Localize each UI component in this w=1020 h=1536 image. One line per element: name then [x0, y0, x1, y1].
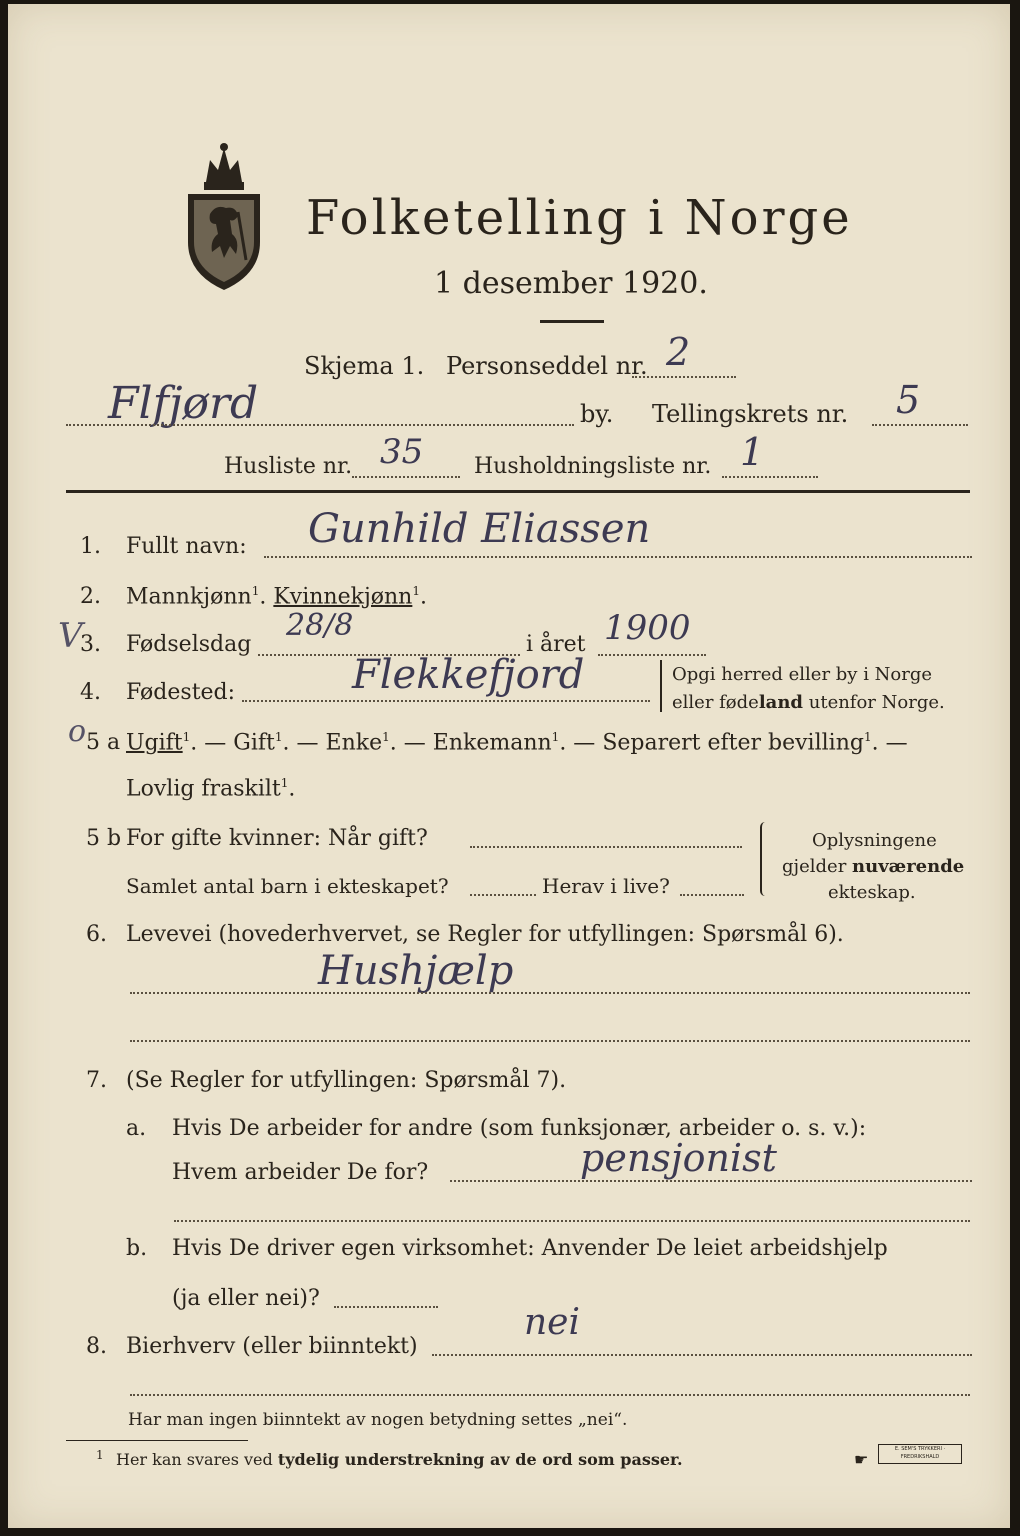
children-count-label: Samlet antal barn i ekteskapet?: [126, 874, 449, 898]
q5a-number: 5 a: [86, 730, 121, 755]
footnote-number: 1: [96, 1448, 104, 1462]
children-alive-label: Herav i live?: [542, 874, 670, 898]
birthday-label: Fødselsdag: [126, 632, 252, 657]
page-title: Folketelling i Norge: [306, 190, 853, 246]
side-income-value[interactable]: nei: [524, 1302, 581, 1343]
marriage-note-3: ekteskap.: [828, 882, 916, 903]
section-divider: [66, 490, 970, 493]
q7b-letter: b.: [126, 1236, 148, 1261]
occupation-value[interactable]: Hushjælp: [318, 948, 514, 994]
birthplace-note-2: eller fødeland utenfor Norge.: [672, 692, 945, 713]
personseddel-value[interactable]: 2: [666, 330, 691, 374]
footnote-text: Her kan svares ved tydelig understrekning av de ord som passer.: [116, 1450, 683, 1469]
tellingskrets-label: Tellingskrets nr.: [652, 400, 849, 428]
option-separert[interactable]: Separert efter bevilling: [602, 730, 864, 756]
norwegian-coat-of-arms-icon: [180, 142, 268, 292]
q7a-text: Hvis De arbeider for andre (som funksjonær, arbeider o. s. v.):: [172, 1116, 867, 1141]
q7b-text: Hvis De driver egen virksomhet: Anvender De leiet arbeidshjelp: [172, 1236, 888, 1261]
birthplace-value[interactable]: Flekkefjord: [352, 652, 585, 698]
married-when-label: For gifte kvinner: Når gift?: [126, 826, 428, 851]
marital-status-options: Ugift$^1$. — Gift$^1$. — Enke$^1$. — Enkemann$^1$. — Separert efter bevilling$^1$. —: [126, 730, 908, 756]
birthplace-note-1: Opgi herred eller by i Norge: [672, 664, 933, 685]
option-ugift[interactable]: Ugift: [126, 730, 183, 756]
option-kvinnekjonn[interactable]: Kvinnekjønn: [273, 584, 413, 610]
title-divider: [540, 320, 604, 323]
year-label: i året: [526, 632, 586, 657]
marriage-note-1: Oplysningene: [812, 830, 937, 851]
printer-stamp: E. SEM'S TRYKKERI · FREDRIKSHALD: [878, 1444, 962, 1464]
option-gift[interactable]: Gift: [233, 730, 275, 756]
q4-number: 4.: [80, 680, 101, 705]
q5b-number: 5 b: [86, 826, 122, 851]
q7a-letter: a.: [126, 1116, 147, 1141]
tellingskrets-value[interactable]: 5: [896, 378, 921, 422]
option-enkemann[interactable]: Enkemann: [432, 730, 552, 756]
husliste-label: Husliste nr.: [224, 454, 353, 479]
q3-number: 3.: [80, 632, 101, 657]
pointing-hand-icon: ☛: [854, 1450, 869, 1469]
q1-number: 1.: [80, 534, 101, 559]
q6-number: 6.: [86, 922, 107, 947]
census-date: 1 desember 1920.: [434, 266, 708, 301]
option-fraskilt-row: Lovlig fraskilt$^1$.: [126, 776, 296, 802]
option-mannkjonn[interactable]: Mannkjønn: [126, 584, 252, 610]
marriage-note-2: gjelder nuværende: [782, 856, 965, 877]
husholdning-label: Husholdningsliste nr.: [474, 454, 712, 479]
q7-label: (Se Regler for utfyllingen: Spørsmål 7).: [126, 1068, 567, 1093]
sex-options: Mannkjønn$^1$. Kvinnekjønn$^1$.: [126, 584, 427, 610]
full-name-label: Fullt navn:: [126, 534, 247, 559]
occupation-label: Levevei (hovederhvervet, se Regler for utfyllingen: Spørsmål 6).: [126, 922, 844, 947]
birth-year-value[interactable]: 1900: [604, 608, 691, 648]
full-name-value[interactable]: Gunhild Eliassen: [308, 506, 651, 552]
personseddel-label: Personseddel nr.: [446, 352, 648, 380]
side-income-label: Bierhverv (eller biinntekt): [126, 1334, 418, 1359]
footer-note: Har man ingen biinntekt av nogen betydning settes „nei“.: [128, 1410, 628, 1430]
employer-label: Hvem arbeider De for?: [172, 1160, 429, 1185]
option-enke[interactable]: Enke: [325, 730, 383, 756]
q7-number: 7.: [86, 1068, 107, 1093]
by-label: by.: [580, 400, 614, 428]
q8-number: 8.: [86, 1334, 107, 1359]
employer-value[interactable]: pensjonist: [580, 1136, 777, 1180]
place-value[interactable]: Flfjørd: [108, 378, 259, 429]
birthday-value[interactable]: 28/8: [286, 608, 354, 643]
husholdning-value[interactable]: 1: [740, 430, 765, 474]
husliste-value[interactable]: 35: [380, 432, 424, 472]
skjema-label: Skjema 1.: [304, 352, 425, 380]
birthplace-label: Fødested:: [126, 680, 236, 705]
q7b-question: (ja eller nei)?: [172, 1286, 320, 1311]
option-fraskilt[interactable]: Lovlig fraskilt: [126, 776, 281, 802]
census-form: Folketelling i Norge 1 desember 1920. Skjema 1. Personseddel nr. 2 Flfjørd by. Tellingskrets nr. 5 Husliste nr. 35 Husholdningsliste nr. 1 1. Fullt navn: Gunhild Eliassen 2. Mannkjønn$^1$. Kvinnekjønn$^1$. 3. V Fødselsdag 28/8 i året 1900 4. Fødested: Flekkefjord Opgi herred eller by i Norge eller fødeland utenfor Norge. o 5 a Ugift$^1$. — Gift$^1$. — Enke$^1$. — Enkemann$^1$. — Separert efter bevilling$^1$. — Lovlig fraskilt$^1$. 5 b For gifte kvinner: Når gift? Samlet antal barn i ekteskapet? Herav i live? Oplysningene gjelder nuværende ekteskap. 6. Levevei (hovederhvervet, se Regler for utfyllingen: Spørsmål 6). Hushjælp 7. (Se Regler for utfyllingen: Spørsmål 7). a. Hvis De arbeider for andre (som funksjonær, arbeider o. s. v.): Hvem arbeider De for? pensjonist b. Hvis De driver egen virksomhet: Anvender De leiet arbeidshjelp (ja eller nei)? 8. Bierhverv (eller biinntekt) nei Har man ingen biinntekt av nogen betydning settes „nei“. 1 Her kan svares ved tydelig understrekning av de ord som passer. ☛ E. SEM'S TRYKKERI · FREDRIKSHALD: [8, 4, 1010, 1528]
q2-number: 2.: [80, 584, 101, 609]
